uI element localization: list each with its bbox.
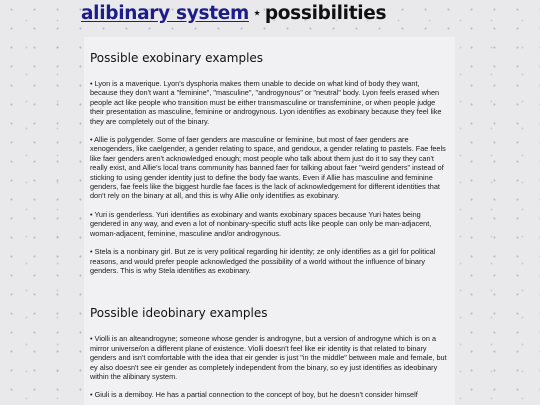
entry-stela: • Stela is a nonbinary girl. But ze is very political regarding hir identity; ze only identifies as a girl for political reasons, and would prefer people acknowledged the possibility of a world without the influence of binary genders. This is why Stela identifies as exobinary. — [90, 247, 436, 275]
page-header — [81, 3, 386, 27]
entry-yuri: • Yuri is genderless. Yuri identifies as exobinary and wants exobinary spaces because Yuri hates being gendered in any way, and even a lot of nonbinary-specific stuff acts like people can only be man-adjacent, woman-adjacent, feminine, masculine and/or androgynous. — [90, 209, 432, 238]
section-heading-ideobinary: Possible ideobinary examples — [90, 306, 268, 321]
entry-allie: • Allie is polygender. Some of faer genders are masculine or feminine, but most of faer genders are xenogenders, like caelgender, a gender relating to space, and gendoux, a gender relating to pastels. Fae feels like faer genders aren't acknowledged enough; most people who talk about them just do it to say they can't really exist, and Allie's local trans community has banned faer for talking about faer "weird genders" instead of sticking to using gender identity just to define the body fae wants. Even if Allie has masculine and feminine genders, fae feels like the biggest hurdle fae faces is the lack of acknowledgement for different identities that don't rely on the binary at all, and this is why Allie only identifies as exobinary. — [90, 135, 446, 201]
entry-giuli: • Giuli is a demiboy. He has a partial connection to the concept of boy, but he doesn't consider himself — [90, 390, 418, 400]
content-card — [84, 37, 455, 405]
page-title: possibilities — [264, 3, 387, 24]
site-home-link[interactable]: alibinary system — [81, 3, 249, 24]
star-separator-icon: ⋆ — [252, 6, 261, 21]
section-heading-exobinary: Possible exobinary examples — [90, 51, 264, 65]
entry-lyon: • Lyon is a maverique. Lyon's dysphoria makes them unable to decide on what kind of body they want, because they don't want a "feminine", "masculine", "androgynous" or "neutral" body. Lyon feels erased when people act like people who transition must be either transmasculine or transfeminine, or when people judge their presentation as masculine, feminine or androgynous. Lyon identifies as exobinary because they feel like they are completely out of the binary. — [90, 79, 442, 126]
entry-violli: • Violli is an alteandrogyne; someone whose gender is androgyne, but a version of androgyne which is on a mirror universe/on a different plane of existence. Violli doesn't feel like eir identity is that related to binary genders and isn't comfortable with the idea that eir gender is just "in the middle" between male and female, but ey also doesn't see eir gender as completely independent from the binary, so ey just identifies as ideobinary within the alibinary system. — [90, 334, 447, 381]
section-divider — [90, 284, 449, 306]
